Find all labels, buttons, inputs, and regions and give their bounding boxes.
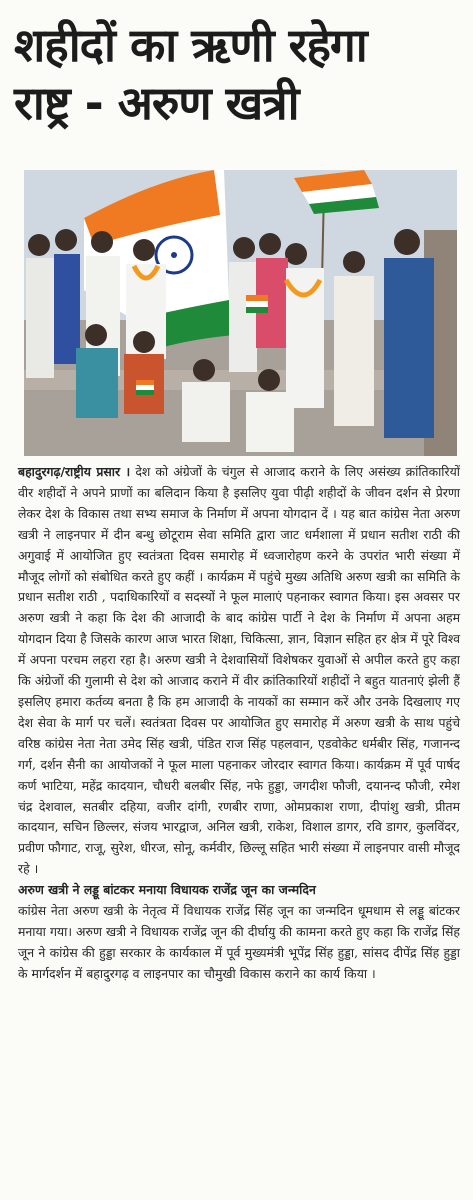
sub-headline: अरुण खत्री ने लड्डू बांटकर मनाया विधायक राजेंद्र जून का जन्मदिन [18, 882, 316, 898]
news-photo [24, 170, 457, 456]
paragraph-1-text: देश को अंग्रेजों के चंगुल से आजाद कराने के लिए असंख्य क्रांतिकारियों वीर शहीदों ने अपने प्राणों का बलिदान किया है इसलिए युवा पीढ़ी शहीदों के जीवन दर्शन से प्रेरणा लेकर देश के विकास तथा सभ्य समाज के निर्माण में अपना योगदान दें । यह बात कांग्रेस नेता अरुण खत्री ने लाइनपार में दीन बन्धु छोटूराम सेवा समिति द्वारा जाट धर्मशाला में प्रधान सतीश राठी की अगुवाई में आयोजित हुए स्वतंत्रता दिवस समारोह में ध्वजारोहण करने के उपरांत भारी संख्या में मौजूद लोगों को संबोधित करते हुए कहीं । कार्यक्रम में पहुंचे मुख्य अतिथि अरुण खत्री का समिति के प्रधान सतीश राठी , पदाधिकारियों व सदस्यों ने फूल मालाएं पहनाकर स्वागत किया। इस अवसर पर अरुण खत्री ने कहा कि देश की आजादी के बाद कांग्रेस पार्टी ने देश के निर्माण में अपना अहम योगदान दिया है जिसके कारण आज भारत शिक्षा, चिकित्सा, ज्ञान, विज्ञान सहित हर क्षेत्र में पूरे विश्व में अपना परचम लहरा रहा है। अरुण खत्री ने देशवासियों विशेषकर युवाओं से अपील करते हुए कहा कि अंग्रेजों की गुलामी से देश को आजाद कराने में वीर क्रांतिकारियों शहीदों ने बहुत यातनाएं झेली हैं इसलिए हमारा कर्तव्य बनता है कि हम आजादी के नायकों का सम्मान करें और उनके दिखलाए गए देश सेवा के मार्ग पर चलें। स्वतंत्रता दिवस पर आयोजित हुए समारोह में अरुण खत्री के साथ पहुंचे वरिष्ठ कांग्रेस नेता नेता उमेद सिंह खत्री, पंडित राज सिंह पहलवान, एडवोकेट धर्मबीर सिंह, गजानन्द गर्ग, दर्शन सैनी का आयोजकों ने फूल माला पहनाकर जोरदार स्वागत किया। कार्यक्रम में पूर्व पार्षद कर्ण भाटिया, महेंद्र कादयान, चौधरी बलबीर सिंह, नफे हुड्डा, जगदीश फौजी, दयानन्द फौजी, रमेश चंद्र देशवाल, सतबीर दहिया, वजीर दांगी, रणबीर राणा, ओमप्रकाश राणा, दीपांशु खत्री, प्रीतम कादयान, सचिन छिल्लर, संजय भारद्वाज, अनिल खत्री, राकेश, विशाल डागर, रवि डागर, कुलविंदर, प्रवीण फौगाट, राजू, सुरेश, धीरज, सोनू, कर्मवीर, छिल्लू सहित भारी संख्या में लाइनपार वासी मौजूद रहे । [18, 464, 460, 877]
article-body [18, 462, 460, 985]
article-paragraph-2: कांग्रेस नेता अरुण खत्री के नेतृत्व में विधायक राजेंद्र सिंह जून का जन्मदिन धूमधाम से लड्डू बांटकर मनाया गया। अरुण खत्री ने विधायक राजेंद्र जून की दीर्घायु की कामना करते हुए कहा कि राजेंद्र सिंह जून ने कांग्रेस की हुड्डा सरकार के कार्यकाल में पूर्व मुख्यमंत्री भूपेंद्र सिंह हुड्डा, सांसद दीपेंद्र सिंह हुड्डा के मार्गदर्शन में बहादुरगढ़ व लाइनपार का चौमुखी विकास कराने का कार्य किया । [18, 903, 460, 981]
headline-line-2: राष्ट्र - अरुण खत्री [14, 76, 299, 130]
article-paragraph-1 [18, 462, 460, 880]
headline-line-1: शहीदों का ऋणी रहेगा [14, 18, 367, 72]
dateline: बहादुरगढ़/राष्ट्रीय प्रसार । [18, 464, 131, 479]
headline [14, 16, 464, 132]
